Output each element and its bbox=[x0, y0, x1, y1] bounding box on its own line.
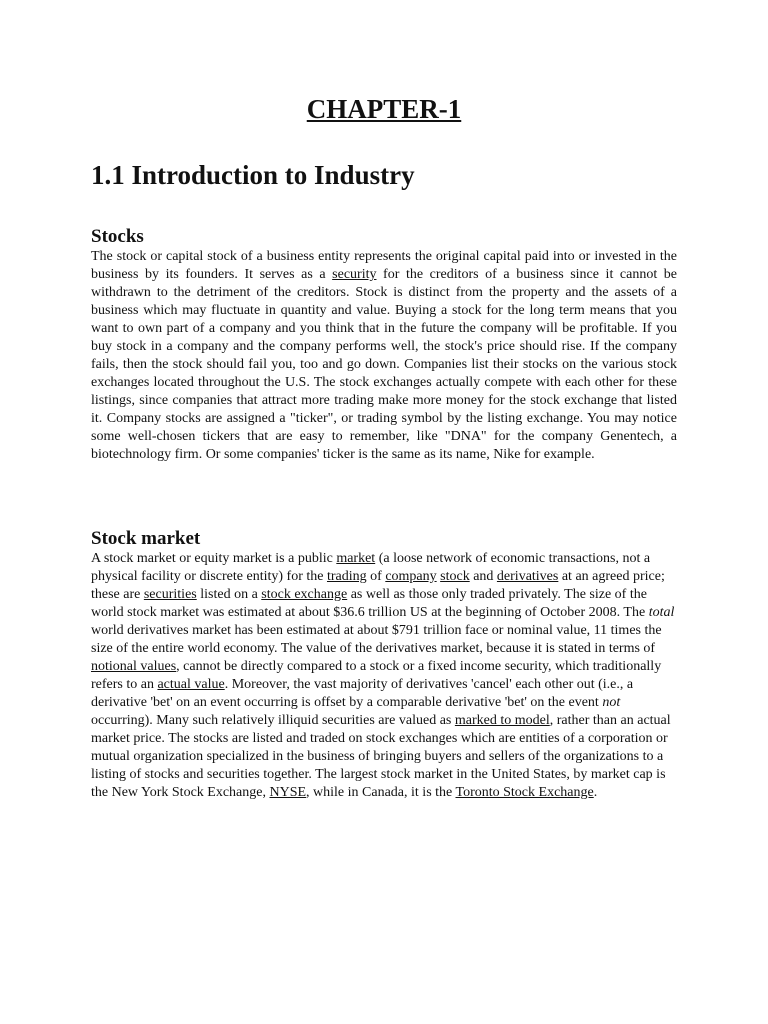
market-text: , cannot be directly compared to a stock or a fixed income security, which traditionally refers to an bbox=[91, 659, 662, 692]
market-text: and bbox=[469, 569, 497, 584]
stock-link[interactable]: stock bbox=[440, 569, 470, 584]
trading-link[interactable]: trading bbox=[326, 569, 367, 584]
market-text: at an agreed price; these are bbox=[91, 569, 665, 602]
nyse-link[interactable]: NYSE bbox=[269, 785, 307, 800]
derivatives-link[interactable]: derivatives bbox=[496, 569, 559, 584]
stock-exchange-link[interactable]: stock exchange bbox=[261, 587, 348, 602]
market-text: . bbox=[593, 785, 598, 800]
market-text: as well as those only traded privately. The size of the world stock market was estimated at about $36.6 trillion US at the beginning of October 2008. The bbox=[91, 587, 649, 620]
section-title: 1.1 Introduction to Industry bbox=[91, 160, 415, 190]
market-text: world derivatives market has been estimated at about $791 trillion face or nominal value, 11 times the size of the entire world economy. The value of the derivatives market, because it is stated in terms of bbox=[91, 623, 662, 656]
market-text: . Moreover, the vast majority of derivatives 'cancel' each other out (i.e., a derivative 'bet' on an event occurring is offset by a comparable derivative 'bet' on the event bbox=[91, 677, 634, 710]
stocks-text-2: for the creditors of a business since it cannot be withdrawn to the detriment of the creditors. Stock is distinct from the property and the assets of a business which may fluctuate in quantity and value. Buying a stock for the long term means that you want to own part of a company and you think that in the future the company will be profitable. If you buy stock in a company and the company performs well, the stock's price should rise. If the company fails, then the stock should fail you, too and go down. Companies list their stocks on the various stock exchanges located throughout the U.S. The stock exchanges actually compete with each other for these listings, since companies that attract more trading make more money for the stock exchange that listed it. Company stocks are assigned a "ticker", or trading symbol by the listing exchange. You may notice some well-chosen tickers that are easy to remember, like "DNA" for the company Genentech, a biotechnology firm. Or some companies' ticker is the same as its name, Nike for example. bbox=[91, 267, 678, 462]
market-text: occurring). Many such relatively illiquid securities are valued as bbox=[91, 713, 455, 728]
total-emphasis: total bbox=[648, 605, 675, 620]
market-text: A stock market or equity market is a public bbox=[91, 551, 337, 566]
securities-link[interactable]: securities bbox=[143, 587, 197, 602]
market-text: of bbox=[366, 569, 386, 584]
market-text: listed on a bbox=[196, 587, 262, 602]
stocks-heading: Stocks bbox=[91, 226, 144, 247]
toronto-stock-exchange-link[interactable]: Toronto Stock Exchange bbox=[455, 785, 594, 800]
stocks-text-1: The stock or capital stock of a business entity represents the original capital paid into or invested in the business by its founders. It serves as a bbox=[91, 249, 677, 282]
security-link[interactable]: security bbox=[332, 267, 377, 282]
stocks-paragraph bbox=[91, 248, 677, 464]
market-text: (a loose network of economic transactions, not a physical facility or discrete entity) for the bbox=[91, 551, 651, 584]
notional-values-link[interactable]: notional values bbox=[91, 659, 177, 674]
marked-to-model-link[interactable]: marked to model bbox=[454, 713, 550, 728]
market-link[interactable]: market bbox=[336, 551, 376, 566]
actual-value-link[interactable]: actual value bbox=[157, 677, 225, 692]
stock-market-heading: Stock market bbox=[91, 528, 201, 549]
market-text: , rather than an actual market price. The stocks are listed and traded on stock exchanges which are entities of a corporation or mutual organization specialized in the business of bringing buyers and sellers of the organizations to a listing of stocks and securities together. The largest stock market in the United States, by market cap is the New York Stock Exchange, bbox=[91, 713, 671, 800]
not-emphasis: not bbox=[602, 695, 621, 710]
stock-market-paragraph bbox=[91, 550, 677, 802]
company-link[interactable]: company bbox=[385, 569, 437, 584]
chapter-title: CHAPTER-1 bbox=[306, 94, 462, 124]
market-text: , while in Canada, it is the bbox=[306, 785, 456, 800]
